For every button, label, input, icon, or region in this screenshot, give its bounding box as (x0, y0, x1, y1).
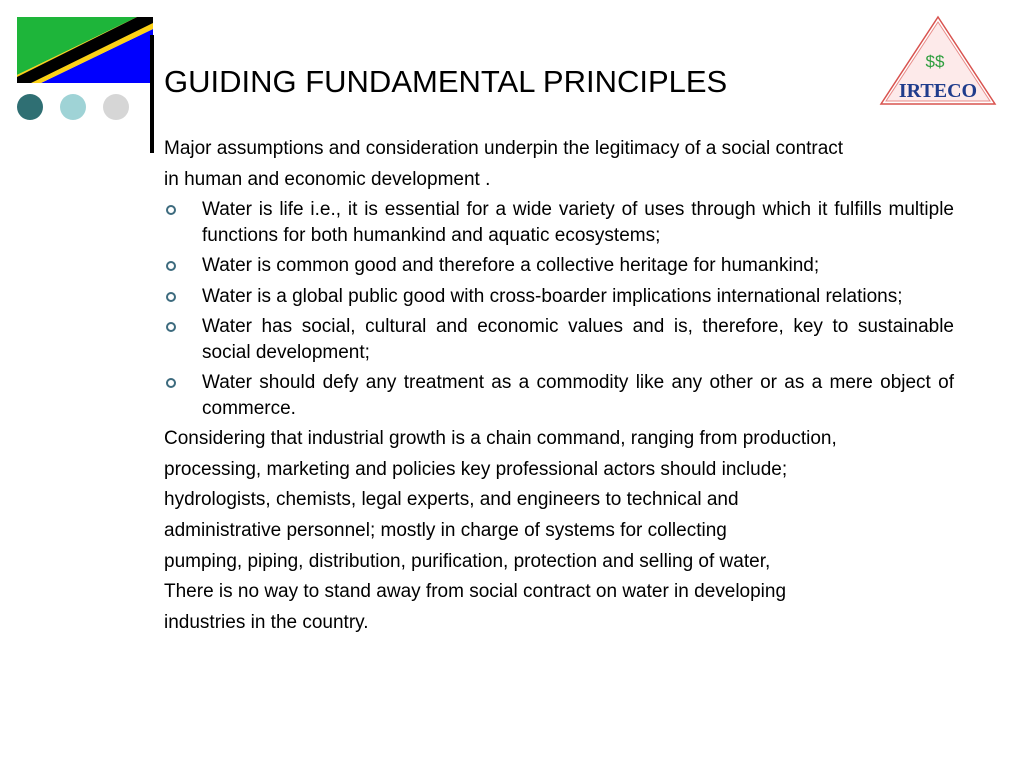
closing-line: There is no way to stand away from social contract on water in developing (164, 581, 787, 603)
intro-line: in human and economic development . (164, 168, 491, 190)
decor-dot (103, 94, 129, 120)
irteco-logo (878, 14, 998, 108)
list-item-text: Water is life i.e., it is essential for a wide variety of uses through which it fulfills multiple functions for both humankind and aquatic ecosystems; (202, 199, 954, 246)
circle-bullet-icon (166, 378, 176, 388)
circle-bullet-icon (166, 205, 176, 215)
list-item-text: Water is common good and therefore a collective heritage for humankind; (202, 255, 820, 277)
circle-bullet-icon (166, 292, 176, 302)
slide-title: GUIDING FUNDAMENTAL PRINCIPLES (164, 64, 728, 99)
slide-body (164, 134, 954, 638)
circle-bullet-icon (166, 261, 176, 271)
principles-list (164, 195, 954, 424)
closing-line: pumping, piping, distribution, purification, protection and selling of water, (164, 550, 771, 572)
closing-line: processing, marketing and policies key professional actors should include; (164, 458, 788, 480)
list-item (164, 195, 954, 251)
closing-line: Considering that industrial growth is a chain command, ranging from production, (164, 428, 837, 450)
list-item (164, 282, 954, 313)
list-item (164, 368, 954, 424)
logo-text: IRTECO (898, 80, 978, 102)
closing-line: administrative personnel; mostly in charge of systems for collecting (164, 519, 727, 541)
closing-line: hydrologists, chemists, legal experts, and engineers to technical and (164, 489, 739, 511)
list-item-text: Water should defy any treatment as a commodity like any other or as a mere object of commerce. (202, 372, 954, 419)
logo-symbol: $$ (925, 52, 945, 71)
closing-line: industries in the country. (164, 611, 369, 633)
list-item (164, 251, 954, 282)
title-divider (150, 35, 154, 153)
list-item-text: Water is a global public good with cross-boarder implications international relations; (202, 285, 903, 307)
tanzania-flag-icon (17, 17, 153, 83)
intro-line: Major assumptions and consideration underpin the legitimacy of a social contract (164, 138, 844, 159)
list-item (164, 312, 954, 368)
circle-bullet-icon (166, 322, 176, 332)
decor-dot (60, 94, 86, 120)
list-item-text: Water has social, cultural and economic values and is, therefore, key to sustainable social development; (202, 316, 954, 363)
decor-dot (17, 94, 43, 120)
